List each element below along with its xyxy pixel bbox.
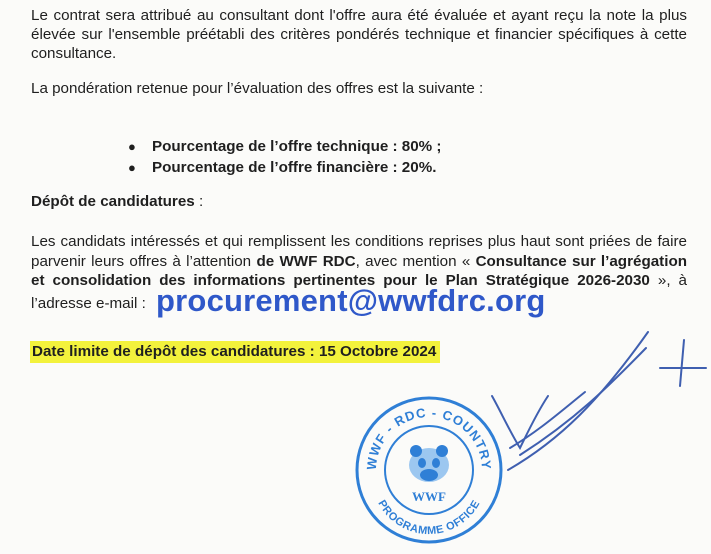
heading-suffix: : [194,193,204,210]
award-paragraph: Le contrat sera attribué au consultant dont l'offre aura été évaluée et ayant reçu la note la plus élevée sur l'ensemble préétabli des critères pondérés technique et financier spécifiques à cette consultance. [31,7,687,62]
consultancy-subject: Consultance sur l’agrégation et consolidation des informations pertinentes pour le Plan Stratégique 2026-2030 [31,252,687,289]
submission-text-2: , avec mention « [355,252,476,270]
heading-label: Dépôt de candidatures [31,193,195,210]
wwf-stamp [354,395,504,545]
section-heading [31,193,203,210]
stamp-logo-text: WWF [412,489,446,504]
weighting-paragraph: La pondération retenue pour l’évaluation des offres est la suivante : [31,80,484,97]
submission-paragraph [31,232,687,318]
weighting-list [128,136,441,178]
list-item [128,136,441,157]
stamp-bottom-text: PROGRAMME OFFICE [375,498,483,538]
bullet-icon: ● [128,160,136,175]
submission-text-3: », à l’adresse e-mail : [31,272,687,312]
financial-weight-text: Pourcentage de l’offre financière : 20%. [152,159,437,176]
technical-weight-text: Pourcentage de l’offre technique : 80% ; [152,138,442,155]
email-address[interactable]: procurement@wwfdrc.org [156,282,546,318]
stamp-top-text: WWF - RDC - COUNTRY [363,404,495,471]
bullet-icon: ● [128,139,136,154]
submission-text-1: Les candidats intéressés et qui remplissent les conditions reprises plus haut sont priées de faire parvenir leurs offres à l’attention [31,233,687,270]
panda-logo-icon [409,445,449,482]
list-item [128,157,441,178]
organization-name: de WWF RDC [256,252,356,270]
deadline-highlight: Date limite de dépôt des candidatures : 15 Octobre 2024 [30,341,440,363]
